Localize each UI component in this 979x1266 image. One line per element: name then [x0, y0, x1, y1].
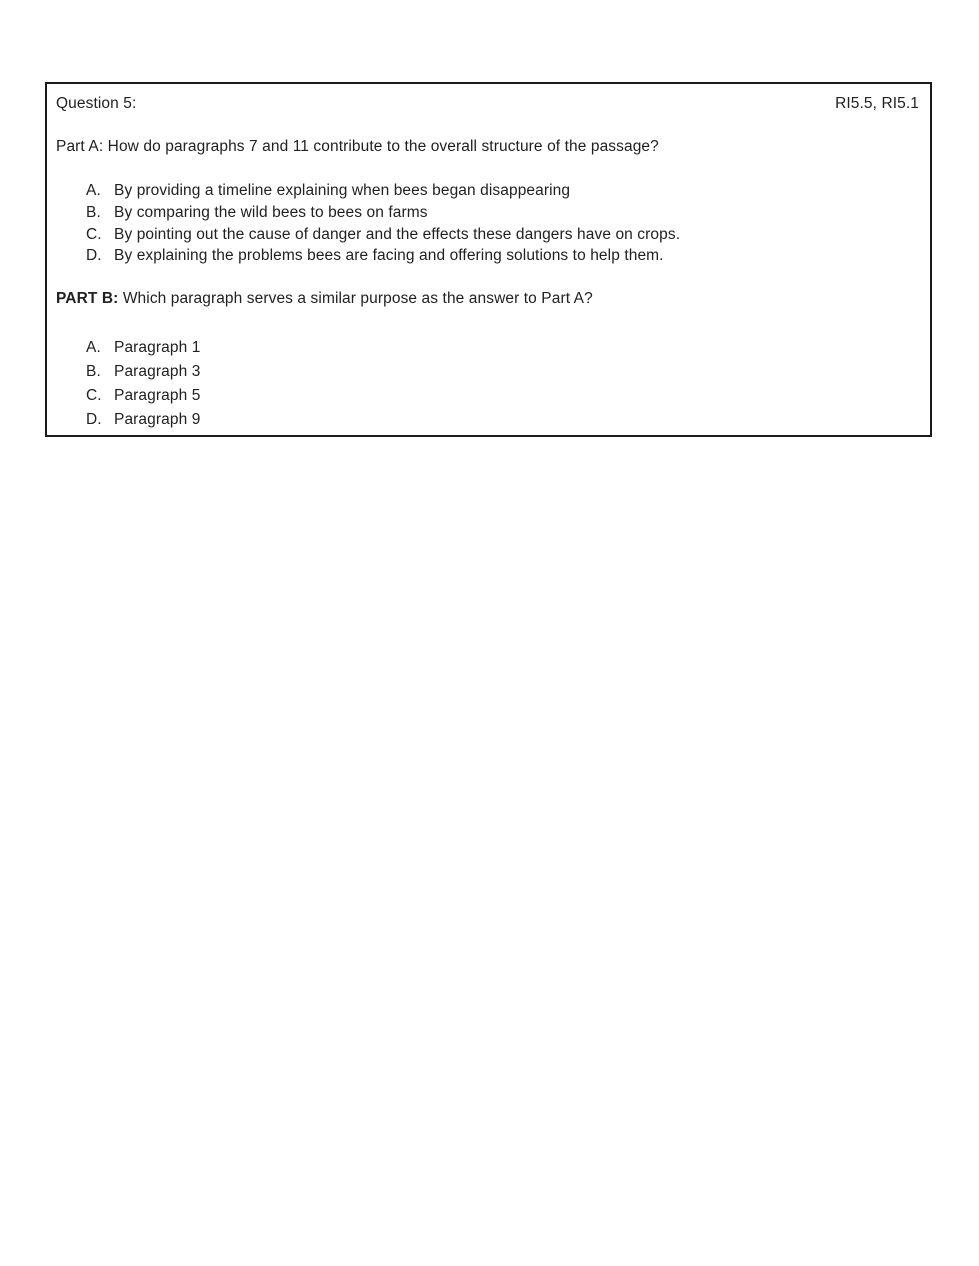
part-b-option-a [86, 336, 919, 360]
question-box [45, 82, 932, 437]
part-b-options [86, 336, 919, 432]
option-text: By comparing the wild bees to bees on farms [114, 203, 428, 221]
option-letter: B. [86, 363, 101, 381]
standards-label: RI5.5, RI5.1 [835, 95, 919, 112]
part-a-option-d [86, 245, 919, 267]
part-b-option-b [86, 360, 919, 384]
option-letter: D. [86, 411, 102, 429]
part-a-option-b [86, 202, 919, 224]
part-b-label: PART B: [56, 290, 119, 308]
part-a-option-a [86, 180, 919, 202]
part-b-option-c [86, 384, 919, 408]
part-b-question-text: Which paragraph serves a similar purpose as the answer to Part A? [122, 290, 593, 308]
option-text: By pointing out the cause of danger and the effects these dangers have on crops. [114, 225, 681, 243]
option-letter: A. [86, 182, 101, 199]
option-letter: D. [86, 247, 102, 265]
part-a-question-text: How do paragraphs 7 and 11 contribute to the overall structure of the passage? [107, 138, 659, 155]
option-letter: A. [86, 339, 101, 357]
option-text: Paragraph 1 [114, 339, 201, 357]
part-a-option-c [86, 224, 919, 246]
part-a-label: Part A: [56, 138, 104, 155]
option-letter: C. [86, 225, 102, 243]
option-letter: C. [86, 387, 102, 405]
part-b-option-d [86, 408, 919, 432]
part-b-prompt [56, 288, 919, 310]
part-a-prompt [56, 136, 919, 158]
question-number-label: Question 5: [56, 95, 137, 112]
option-letter: B. [86, 203, 101, 221]
option-text: Paragraph 9 [114, 411, 201, 429]
option-text: Paragraph 3 [114, 363, 201, 381]
option-text: By providing a timeline explaining when bees began disappearing [114, 182, 571, 199]
part-a-options [86, 180, 919, 267]
option-text: By explaining the problems bees are facing and offering solutions to help them. [114, 247, 664, 265]
option-text: Paragraph 5 [114, 387, 201, 405]
question-header [56, 93, 919, 115]
